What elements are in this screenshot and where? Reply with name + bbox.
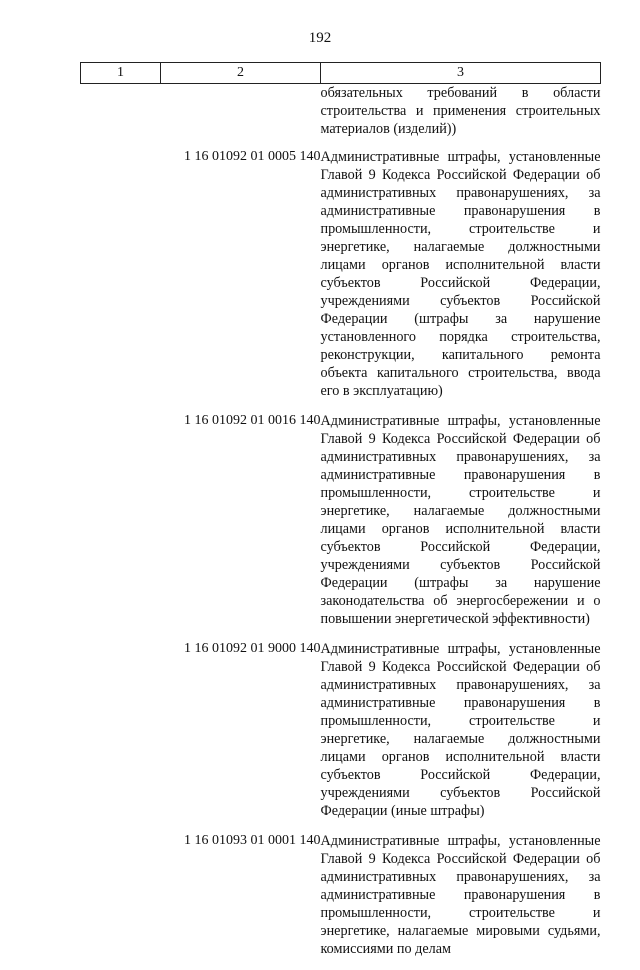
empty-cell	[81, 148, 161, 412]
table-row	[81, 84, 601, 149]
column-header-1: 1	[81, 63, 161, 84]
empty-cell	[81, 640, 161, 832]
empty-cell	[81, 84, 161, 149]
table-header-row	[81, 63, 601, 84]
income-description: обязательных требований в области строительства и применения строительных материалов (изделий))	[320, 85, 601, 137]
page-number: 192	[308, 30, 332, 46]
table-row	[81, 148, 601, 412]
income-description: Административные штрафы, установленные Главой 9 Кодекса Российской Федерации об административных правонарушениях, за административные правонарушения в промышленности, строительстве и энергетике, налагаемые должностными лицами органов исполнительной власти субъектов Российской Федерации, учреждениями субъектов Российской Федерации (штрафы за нарушение законодательства об энергосбережении и о повышении энергетической эффективности)	[320, 413, 601, 627]
table-row	[81, 832, 601, 970]
income-code: 1 16 01092 01 9000 140	[184, 641, 321, 656]
table-row	[81, 412, 601, 640]
empty-cell	[81, 412, 161, 640]
income-code: 1 16 01092 01 0005 140	[184, 149, 321, 164]
income-description: Административные штрафы, установленные Главой 9 Кодекса Российской Федерации об административных правонарушениях, за административные правонарушения в промышленности, строительстве и энергетике, налагаемые мировыми судьями, комиссиями по делам	[320, 833, 601, 957]
income-code	[161, 84, 321, 149]
column-header-2: 2	[161, 63, 321, 84]
income-description: Административные штрафы, установленные Главой 9 Кодекса Российской Федерации об административных правонарушениях, за административные правонарушения в промышленности, строительстве и энергетике, налагаемые должностными лицами органов исполнительной власти субъектов Российской Федерации, учреждениями субъектов Российской Федерации (иные штрафы)	[320, 641, 601, 819]
income-code: 1 16 01092 01 0016 140	[184, 413, 321, 428]
classification-table	[80, 62, 601, 970]
table-row	[81, 640, 601, 832]
empty-cell	[81, 832, 161, 970]
income-description: Административные штрафы, установленные Главой 9 Кодекса Российской Федерации об административных правонарушениях, за административные правонарушения в промышленности, строительстве и энергетике, налагаемые должностными лицами органов исполнительной власти субъектов Российской Федерации, учреждениями субъектов Российской Федерации (штрафы за нарушение установленного порядка строительства, реконструкции, капитального ремонта объекта капитального строительства, ввода его в эксплуатацию)	[320, 149, 601, 399]
income-code: 1 16 01093 01 0001 140	[184, 833, 321, 848]
column-header-3: 3	[321, 63, 601, 84]
